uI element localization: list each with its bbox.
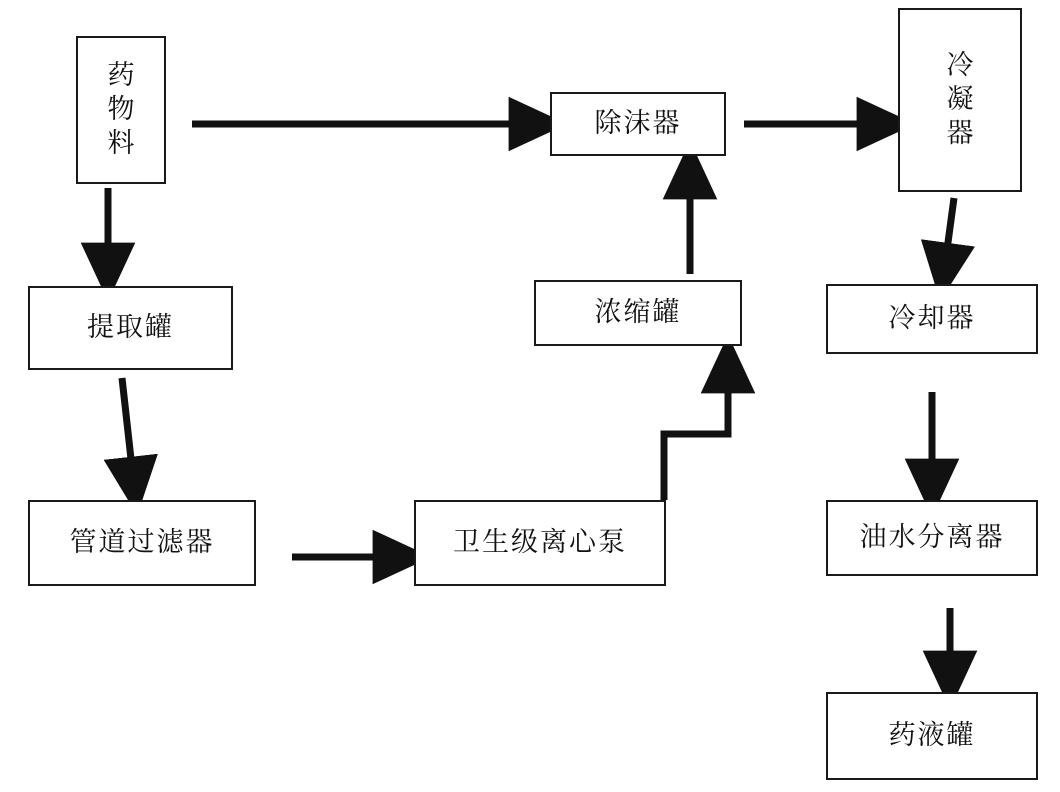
node-extraction-tank[interactable]	[28, 286, 233, 370]
node-concentrator-label: 浓缩罐	[594, 297, 682, 328]
node-condenser-label: 冷 凝 器	[946, 50, 974, 148]
node-drug-material-label: 药 物 料	[107, 60, 135, 158]
node-oil-water-separator-label: 油水分离器	[859, 522, 1005, 553]
node-extraction-tank-label: 提取罐	[87, 312, 174, 343]
node-liquid-tank[interactable]	[826, 692, 1038, 780]
node-oil-water-separator[interactable]	[826, 500, 1038, 576]
node-defoamer[interactable]	[550, 92, 726, 156]
arrow-extraction-tank-to-pipe-filter	[122, 378, 134, 486]
arrow-condenser-to-cooler	[944, 198, 954, 272]
node-drug-material[interactable]	[76, 36, 166, 184]
node-defoamer-label: 除沫器	[594, 108, 682, 139]
node-concentrator[interactable]	[534, 280, 742, 346]
node-cooler-label: 冷却器	[888, 303, 976, 334]
node-liquid-tank-label: 药液罐	[888, 720, 976, 751]
node-sanitary-pump[interactable]	[414, 500, 666, 586]
node-cooler[interactable]	[826, 284, 1038, 354]
node-condenser[interactable]	[898, 8, 1022, 192]
node-sanitary-pump-label: 卫生级离心泵	[453, 527, 627, 558]
node-pipe-filter[interactable]	[28, 500, 256, 586]
node-pipe-filter-label: 管道过滤器	[69, 527, 215, 558]
arrow-sanitary-pump-to-concentrator	[664, 364, 728, 500]
